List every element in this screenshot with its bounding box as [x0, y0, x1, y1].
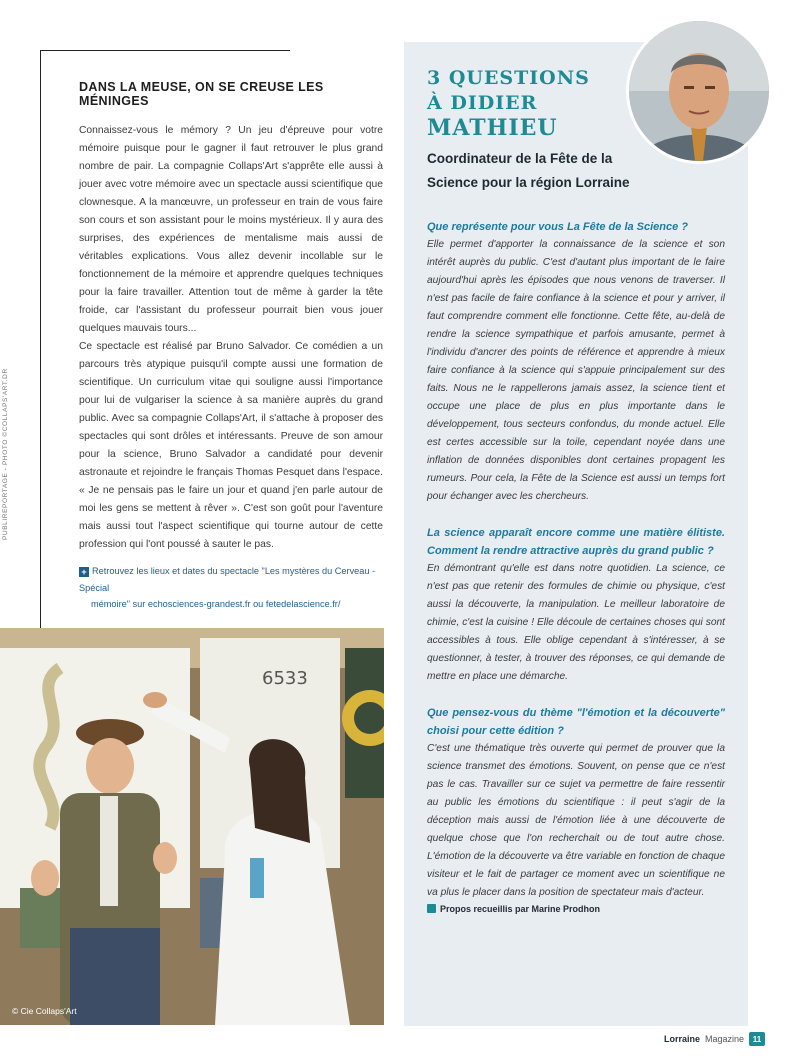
board-number: 6533	[262, 668, 308, 689]
interview-body	[427, 218, 725, 914]
qa-item	[427, 704, 725, 902]
question: Que représente pour vous La Fête de la Science ?	[427, 221, 689, 233]
top-rule	[40, 50, 290, 51]
plus-icon: +	[79, 567, 89, 577]
interview-title	[427, 66, 627, 141]
signature	[427, 904, 725, 914]
side-credit: PUBLIREPORTAGE - PHOTO ©COLLAPS'ART.DR	[2, 368, 9, 540]
portrait-photo	[626, 18, 772, 164]
interview-title-line1: 3 QUESTIONS	[427, 67, 590, 89]
article-paragraph-2: Ce spectacle est réalisé par Bruno Salvador. Ce comédien a un parcours très atypique puisqu'il compte aussi une formation de scientifique. Un curriculum vitae qui souligne aussi l'importance pour lui de vulgariser la science à sa manière auprès du grand public. Avec sa compagnie Collaps'Art, il s'attache à proposer des spectacles qui sont drôles et intéressants. Preuve de son amour pour la science, Bruno Salvador a candidaté pour devenir astronaute et rejoindre le français Thomas Pesquet dans l'espace. « Je ne pensais pas le faire un jour et quand j'en parle autour de moi les gens se mettent à rêver ». C'est son goût pour l'aventure mais aussi tout l'aspect scientifique qui tourne autour de cette profession qui l'ont poussé à sauter le pas.	[79, 341, 383, 550]
article-title: DANS LA MEUSE, ON SE CREUSE LES MÉNINGES	[79, 80, 324, 108]
more-info	[79, 563, 385, 613]
page-footer	[664, 1032, 765, 1046]
show-photo	[0, 628, 384, 1025]
interview-title-line3: MATHIEU	[427, 115, 558, 141]
footer-magazine: Magazine	[704, 1034, 744, 1044]
more-info-line2[interactable]: mémoire" sur echosciences-grandest.fr ou fetedelascience.fr/	[91, 599, 341, 609]
article	[79, 80, 383, 554]
page-number: 11	[749, 1032, 765, 1046]
photo-caption: © Cie Collaps'Art	[12, 1006, 77, 1016]
qa-item	[427, 218, 725, 506]
more-info-line1: Retrouvez les lieux et dates du spectacle "Les mystères du Cerveau - Spécial	[79, 566, 376, 593]
answer: En démontrant qu'elle est dans notre quotidien. La science, ce n'est pas que retenir des formules de chimie ou physique, c'est aussi la découverte, la manipulation. Le meilleur laboratoire de chimie, c'est la cuisine ! Elle découle de certaines choses qui sont accessibles à tous. Elle oblige cependant à s'intéresser, à se questionner, à tester, à trouver des réponses, ce qui demande de mettre en place une démarche.	[427, 563, 725, 682]
signature-square-icon	[427, 904, 436, 913]
answer: C'est une thématique très ouverte qui permet de prouver que la science transmet des émotions. Souvent, on pense que ce n'est pas le cas. Travailler sur ce sujet va permettre de faire ressentir au public les émotions du scientifique : il peut s'agir de la déception mais aussi de l'émotion liée à une découverte de quelque chose que l'on recherchait ou de tout autre chose. L'émotion de la découverte va être variable en fonction de chaque visiteur et le fait de partager ce moment avec un scientifique ne va plus le placer dans la position de spectateur mais d'acteur.	[427, 743, 725, 898]
portrait-illustration	[629, 21, 769, 161]
interview-title-line2: À DIDIER	[427, 92, 538, 114]
question: La science apparaît encore comme une matière élitiste. Comment la rendre attractive auprès du grand public ?	[427, 527, 725, 557]
answer: Elle permet d'apporter la connaissance de la science et son intérêt auprès du public. C'est d'autant plus important de le faire aujourd'hui après les épisodes que nous venons de traverser. Il n'est pas facile de faire confiance à la science et pour y arriver, il faut comprendre comment elle fonctionne. Cette fête, au-delà de rendre la science sympathique et parfois amusante, permet à l'individu d'ancrer des points de référence et apprendre à mieux faire confiance à la science qui s'appuie principalement sur des faits. Nous ne le rappellerons jamais assez, la science tient et occupe une place de plus en plus importante dans le développement, tous secteurs confondus, du monde actuel. Elle est certes accessible sur la toile, cependant noyée dans une inflation de données disponibles dont certaines propagent les rumeurs. Pour cela, la Fête de la Science est aussi un temps fort pour échanger avec les chercheurs.	[427, 239, 725, 502]
article-paragraph-1: Connaissez-vous le mémory ? Un jeu d'épreuve pour votre mémoire puisque pour le gagner il faut retrouver le plus grand nombre de pair. La compagnie Collaps'Art s'apprête elle aussi à jouer avec votre mémoire avec un spectacle aussi scientifique que clownesque. A la manœuvre, un professeur en train de vous faire son cours et son assistant pour le moins mystérieux. Il y aura des surprises, des expériences de mentalisme mais aussi de véritables explications. Vous allez devenir incollable sur le fonctionnement de la mémoire et apprendre quelques techniques pour la faire travailler. Attention tout de même à garder la tête froide, car l'assistant du professeur pourrait bien vous jouer quelques mauvais tours...	[79, 125, 383, 334]
qa-item	[427, 524, 725, 686]
signature-text: Propos recueillis par Marine Prodhon	[440, 904, 601, 914]
question: Que pensez-vous du thème "l'émotion et la découverte" choisi pour cette édition ?	[427, 707, 725, 737]
show-photo-illustration	[0, 628, 384, 1025]
footer-brand: Lorraine	[663, 1034, 700, 1044]
interview-subtitle: Coordinateur de la Fête de la Science pour la région Lorraine	[427, 151, 630, 190]
left-rule	[40, 50, 41, 628]
